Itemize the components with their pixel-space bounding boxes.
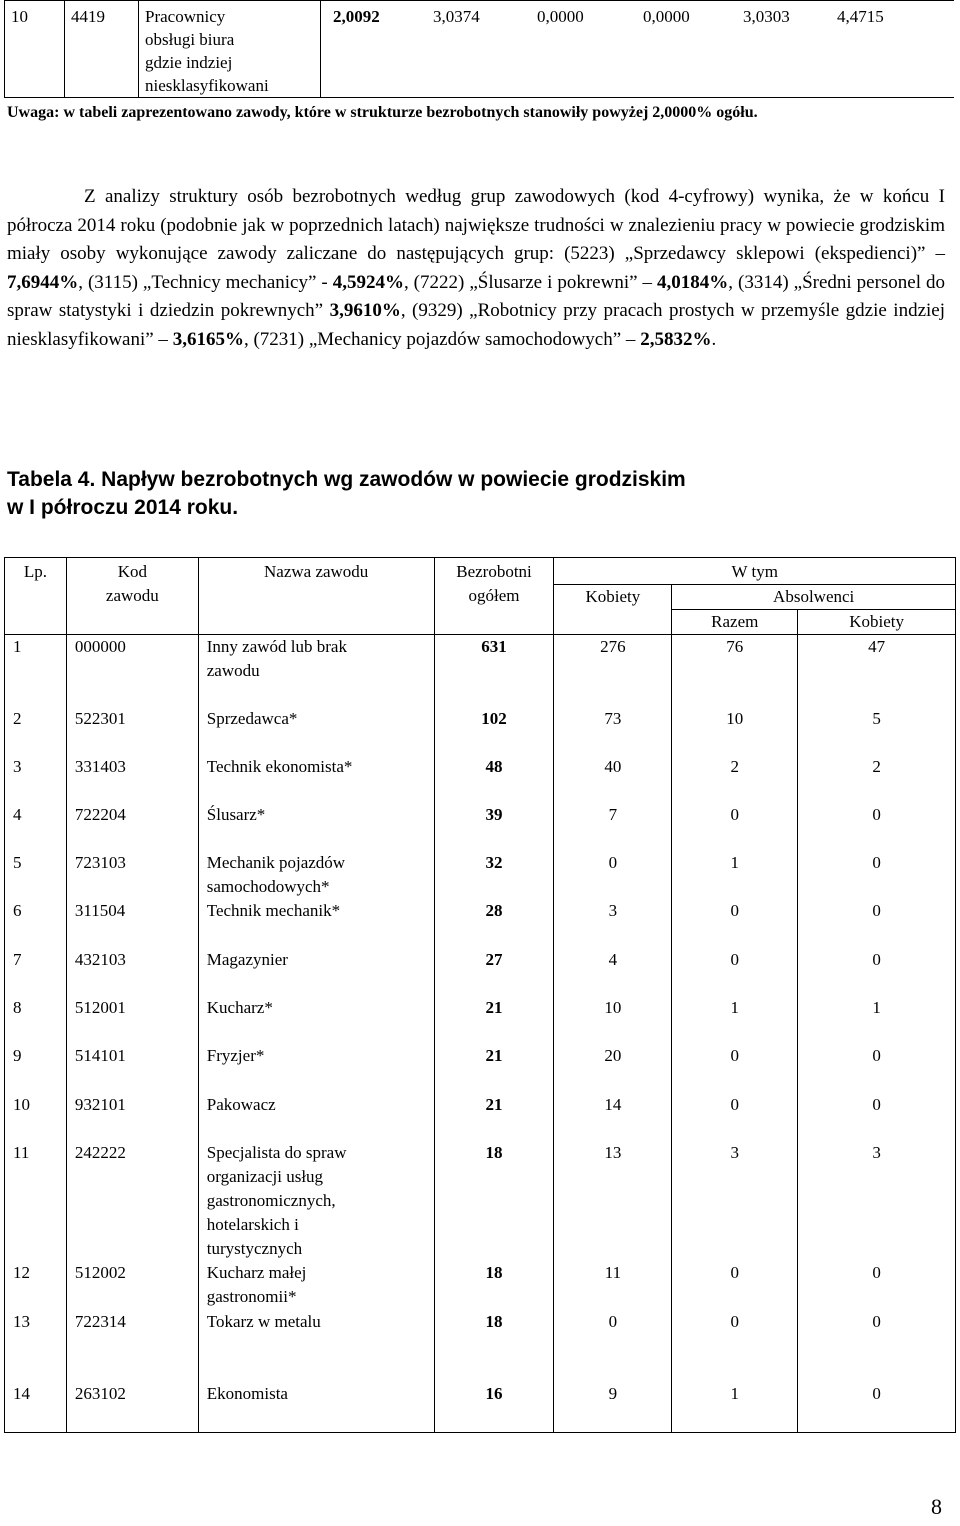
cell-abs-kobiety: 2 <box>798 755 956 803</box>
cell-kod: 242222 <box>66 1141 198 1261</box>
cell-razem: 0 <box>672 948 798 996</box>
cell-kobiety: 0 <box>554 851 672 899</box>
cell-kobiety: 0 <box>554 1310 672 1382</box>
cell-abs-kobiety: 1 <box>798 996 956 1044</box>
cell-kobiety: 4 <box>554 948 672 996</box>
inflow-table <box>4 557 956 1433</box>
cell-razem: 0 <box>672 1044 798 1093</box>
cell-kobiety: 11 <box>554 1261 672 1310</box>
cell-nazwa: Specjalista do spraw organizacji usług gastronomicznych, hotelarskich i turystycznych <box>198 1141 434 1261</box>
header-lp: Lp. <box>5 558 67 635</box>
table-row <box>5 948 956 996</box>
cell-kod: 512001 <box>66 996 198 1044</box>
cell-lp: 2 <box>5 707 67 755</box>
cell-ogolem: 32 <box>434 851 554 899</box>
cell-razem: 1 <box>672 1382 798 1433</box>
cell-razem: 0 <box>672 1093 798 1141</box>
cell-abs-kobiety: 0 <box>798 1382 956 1433</box>
cell-razem: 0 <box>672 1261 798 1310</box>
table-row <box>5 996 956 1044</box>
cell-lp: 10 <box>5 1 65 98</box>
cell-abs-kobiety: 0 <box>798 851 956 899</box>
cell-nazwa: Kucharz małej gastronomii* <box>198 1261 434 1310</box>
cell-ogolem: 27 <box>434 948 554 996</box>
cell-razem: 1 <box>672 996 798 1044</box>
page-number: 8 <box>931 1494 942 1519</box>
cell-kod: 4419 <box>65 1 139 98</box>
table-row <box>5 1310 956 1382</box>
header-bezrobotni: Bezrobotni ogółem <box>434 558 554 635</box>
cell-razem: 10 <box>672 707 798 755</box>
cell-ogolem: 39 <box>434 803 554 851</box>
table-row <box>5 803 956 851</box>
table-note: Uwaga: w tabeli zaprezentowano zawody, które w strukturze bezrobotnych stanowiły powyżej 2,0000% ogółu. <box>7 104 758 121</box>
cell-ogolem: 18 <box>434 1141 554 1261</box>
cell-abs-kobiety: 5 <box>798 707 956 755</box>
cell-kobiety: 14 <box>554 1093 672 1141</box>
previous-table-fragment <box>4 0 954 98</box>
cell-ogolem: 28 <box>434 899 554 948</box>
table-row <box>5 1 955 98</box>
cell-nazwa: Pakowacz <box>198 1093 434 1141</box>
table-row <box>5 1141 956 1261</box>
cell-lp: 10 <box>5 1093 67 1141</box>
cell-kobiety: 7 <box>554 803 672 851</box>
cell-nazwa: Mechanik pojazdów samochodowych* <box>198 851 434 899</box>
cell-kod: 432103 <box>66 948 198 996</box>
cell-lp: 5 <box>5 851 67 899</box>
cell-razem: 76 <box>672 635 798 707</box>
cell-razem: 0 <box>672 1310 798 1382</box>
cell-lp: 11 <box>5 1141 67 1261</box>
cell-lp: 8 <box>5 996 67 1044</box>
header-razem: Razem <box>672 610 798 635</box>
table-row <box>5 707 956 755</box>
table-row <box>5 899 956 948</box>
table-caption: Tabela 4. Napływ bezrobotnych wg zawodów w powiecie grodziskim w I półroczu 2014 roku. <box>7 468 686 519</box>
cell-abs-kobiety: 0 <box>798 899 956 948</box>
cell-kobiety: 276 <box>554 635 672 707</box>
cell-ogolem: 21 <box>434 996 554 1044</box>
cell-lp: 14 <box>5 1382 67 1433</box>
table-row <box>5 1044 956 1093</box>
analysis-paragraph: Z analizy struktury osób bezrobotnych według grup zawodowych (kod 4-cyfrowy) wynika, że w końcu I półrocza 2014 roku (podobnie jak w poprzednich latach) największe trudności w znalezieniu pracy w powiecie grodziskim miały osoby wykonujące zawody zaliczane do następujących grup: (5223) „Sprzedawcy sklepowi (ekspedienci)” – 7,6944%, (3115) „Technicy mechanicy” - 4,5924%, (7222) „Ślusarze i pokrewni” – 4,0184%, (3314) „Średni personel do spraw statystyki i dziedzin pokrewnych” 3,9610%, (9329) „Robotnicy przy pracach prostych w przemyśle gdzie indziej niesklasyfikowani” – 3,6165%, (7231) „Mechanicy pojazdów samochodowych” – 2,5832%. <box>7 186 945 350</box>
header-nazwa: Nazwa zawodu <box>198 558 434 635</box>
cell-ogolem: 18 <box>434 1261 554 1310</box>
header-absolwenci: Absolwenci <box>672 585 956 610</box>
cell-nazwa: Technik ekonomista* <box>198 755 434 803</box>
cell-razem: 0 <box>672 899 798 948</box>
cell-lp: 13 <box>5 1310 67 1382</box>
cell-lp: 9 <box>5 1044 67 1093</box>
table-row <box>5 1093 956 1141</box>
cell-kod: 512002 <box>66 1261 198 1310</box>
cell-razem: 1 <box>672 851 798 899</box>
cell-kobiety: 3 <box>554 899 672 948</box>
cell-nazwa: Technik mechanik* <box>198 899 434 948</box>
cell-kod: 311504 <box>66 899 198 948</box>
cell-ogolem: 18 <box>434 1310 554 1382</box>
cell-nazwa: Magazynier <box>198 948 434 996</box>
cell-kod: 000000 <box>66 635 198 707</box>
table-row <box>5 755 956 803</box>
cell-lp: 7 <box>5 948 67 996</box>
cell-kod: 932101 <box>66 1093 198 1141</box>
cell-razem: 0 <box>672 803 798 851</box>
cell-lp: 3 <box>5 755 67 803</box>
table-row <box>5 635 956 707</box>
cell-values: 2,0092 3,0374 0,0000 0,0000 3,0303 4,4715 <box>321 1 955 98</box>
cell-ogolem: 48 <box>434 755 554 803</box>
cell-nazwa: Sprzedawca* <box>198 707 434 755</box>
cell-nazwa: Ślusarz* <box>198 803 434 851</box>
cell-kobiety: 13 <box>554 1141 672 1261</box>
cell-lp: 1 <box>5 635 67 707</box>
cell-abs-kobiety: 0 <box>798 1044 956 1093</box>
table-row <box>5 1261 956 1310</box>
table-row <box>5 851 956 899</box>
cell-ogolem: 21 <box>434 1044 554 1093</box>
cell-kobiety: 10 <box>554 996 672 1044</box>
cell-kobiety: 20 <box>554 1044 672 1093</box>
cell-nazwa: Fryzjer* <box>198 1044 434 1093</box>
cell-kod: 263102 <box>66 1382 198 1433</box>
cell-kod: 722204 <box>66 803 198 851</box>
cell-nazwa: Ekonomista <box>198 1382 434 1433</box>
cell-kobiety: 73 <box>554 707 672 755</box>
header-abs-kobiety: Kobiety <box>798 610 956 635</box>
cell-ogolem: 16 <box>434 1382 554 1433</box>
cell-kod: 722314 <box>66 1310 198 1382</box>
table-row <box>5 1382 956 1433</box>
cell-abs-kobiety: 0 <box>798 948 956 996</box>
cell-kod: 331403 <box>66 755 198 803</box>
cell-lp: 12 <box>5 1261 67 1310</box>
header-kod: Kod zawodu <box>66 558 198 635</box>
cell-ogolem: 102 <box>434 707 554 755</box>
cell-abs-kobiety: 0 <box>798 1093 956 1141</box>
header-row-1 <box>5 558 956 585</box>
cell-nazwa: Tokarz w metalu <box>198 1310 434 1382</box>
header-wtym: W tym <box>554 558 956 585</box>
cell-nazwa: Inny zawód lub brak zawodu <box>198 635 434 707</box>
cell-ogolem: 21 <box>434 1093 554 1141</box>
cell-lp: 6 <box>5 899 67 948</box>
cell-lp: 4 <box>5 803 67 851</box>
header-kobiety: Kobiety <box>554 585 672 635</box>
cell-abs-kobiety: 47 <box>798 635 956 707</box>
cell-nazwa: Pracownicy obsługi biura gdzie indziej niesklasyfikowani <box>139 1 321 98</box>
cell-kod: 723103 <box>66 851 198 899</box>
cell-abs-kobiety: 0 <box>798 803 956 851</box>
cell-abs-kobiety: 0 <box>798 1261 956 1310</box>
cell-abs-kobiety: 3 <box>798 1141 956 1261</box>
cell-abs-kobiety: 0 <box>798 1310 956 1382</box>
cell-razem: 3 <box>672 1141 798 1261</box>
cell-kobiety: 40 <box>554 755 672 803</box>
cell-razem: 2 <box>672 755 798 803</box>
cell-ogolem: 631 <box>434 635 554 707</box>
table-body <box>5 635 956 1433</box>
cell-nazwa: Kucharz* <box>198 996 434 1044</box>
cell-kod: 514101 <box>66 1044 198 1093</box>
cell-kobiety: 9 <box>554 1382 672 1433</box>
cell-kod: 522301 <box>66 707 198 755</box>
